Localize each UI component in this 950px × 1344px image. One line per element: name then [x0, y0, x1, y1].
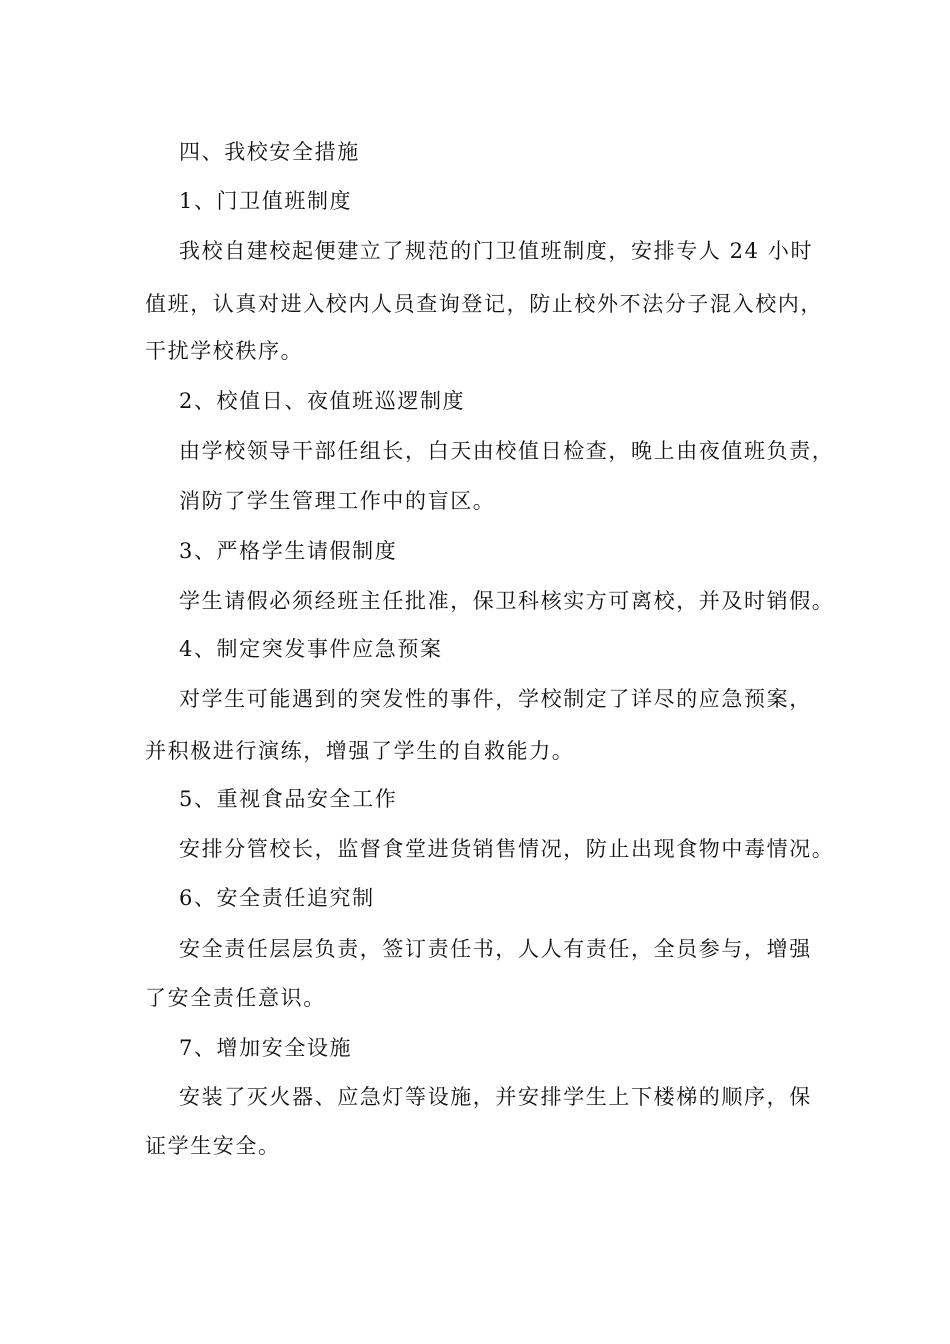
item-heading-3: 3、严格学生请假制度 — [179, 539, 398, 563]
paragraph-2-line-2: 消防了学生管理工作中的盲区。 — [179, 489, 496, 513]
paragraph-7-line-2: 证学生安全。 — [145, 1134, 281, 1158]
paragraph-4-line-1: 对学生可能遇到的突发性的事件，学校制定了详尽的应急预案， — [179, 687, 812, 711]
item-heading-4: 4、制定突发事件应急预案 — [179, 637, 443, 661]
section-heading: 四、我校安全措施 — [179, 140, 360, 164]
paragraph-6-line-2: 了安全责任意识。 — [145, 986, 326, 1010]
paragraph-5-line-1: 安排分管校长，监督食堂进货销售情况，防止出现食物中毒情况。 — [179, 837, 835, 861]
paragraph-1-line-1: 我校自建校起便建立了规范的门卫值班制度，安排专人 24 小时 — [179, 239, 814, 263]
item-heading-5: 5、重视食品安全工作 — [179, 787, 398, 811]
item-heading-7: 7、增加安全设施 — [179, 1036, 353, 1060]
item-heading-1: 1、门卫值班制度 — [179, 189, 353, 213]
item-heading-6: 6、安全责任追究制 — [179, 886, 375, 910]
paragraph-1-line-3: 干扰学校秩序。 — [145, 339, 304, 363]
paragraph-3-line-1: 学生请假必须经班主任批准，保卫科核实方可离校，并及时销假。 — [179, 589, 835, 613]
paragraph-1-line-2: 值班，认真对进入校内人员查询登记，防止校外不法分子混入校内， — [145, 292, 823, 316]
paragraph-2-line-1: 由学校领导干部任组长，白天由校值日检查，晚上由夜值班负责， — [179, 439, 835, 463]
paragraph-6-line-1: 安全责任层层负责，签订责任书，人人有责任，全员参与，增强 — [179, 937, 812, 961]
paragraph-4-line-2: 并积极进行演练，增强了学生的自救能力。 — [145, 739, 575, 763]
paragraph-7-line-1: 安装了灭火器、应急灯等设施，并安排学生上下楼梯的顺序，保 — [179, 1085, 812, 1109]
item-heading-2: 2、校值日、夜值班巡逻制度 — [179, 389, 466, 413]
